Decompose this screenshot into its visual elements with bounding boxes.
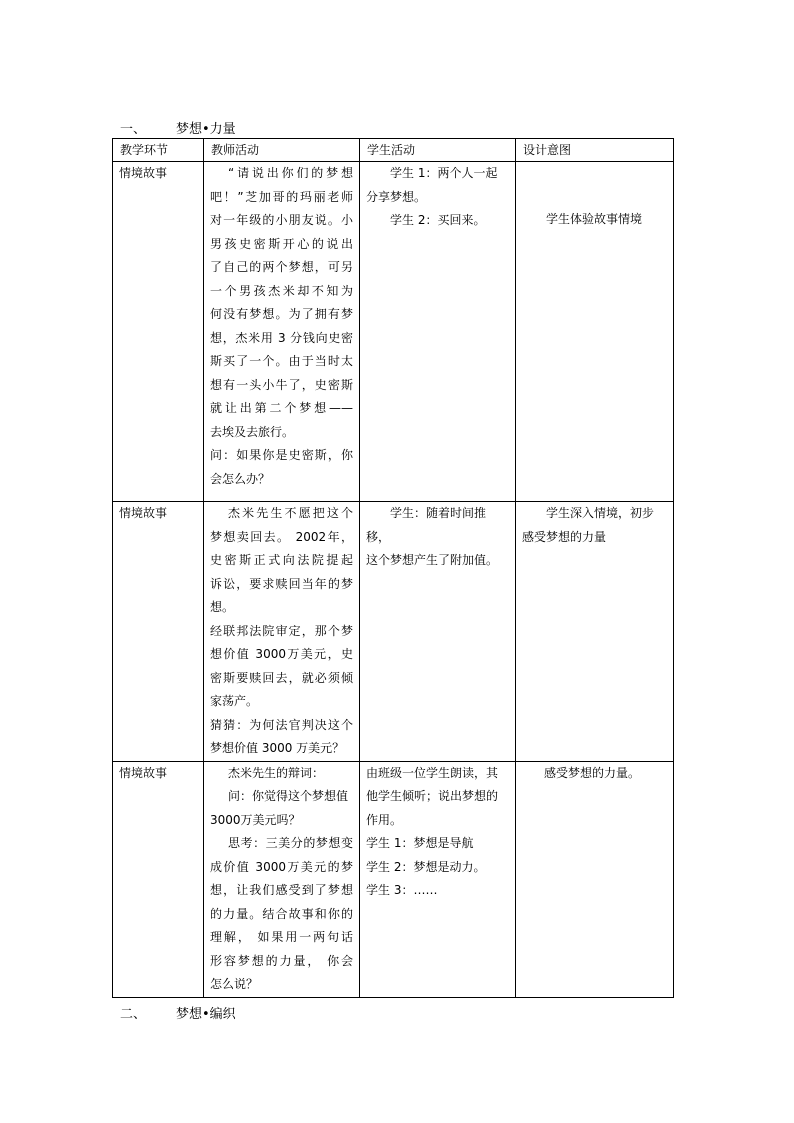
header-stage: 教学环节	[113, 139, 204, 162]
text-line: 思考：三美分的梦想变	[228, 836, 353, 850]
text-line: 由班级一位学生朗读，其	[366, 765, 499, 780]
lesson-plan-table	[112, 138, 674, 998]
text-line: 学生 1：梦想是导航	[366, 836, 474, 850]
text-line: 诉讼，要求赎回当年的梦	[210, 576, 353, 591]
text-line: 问：如果你是史密斯，你	[210, 448, 353, 462]
text-line: 感受梦想的力量。	[544, 765, 641, 780]
text-line: 猜猜：为何法官判决这个	[210, 717, 353, 732]
text-line: 理解， 如果用一两句话	[210, 930, 353, 944]
text-line: 这个梦想产生了附加值。	[366, 553, 499, 567]
text-line: 了自己的两个梦想，可另	[210, 260, 353, 274]
text-line: 3000万美元吗？	[210, 812, 301, 827]
table-row	[113, 162, 674, 502]
text-line: 学生深入情境，初步	[546, 506, 655, 520]
text-line: 学生体验故事情境	[546, 212, 643, 226]
teacher-activity-cell	[204, 761, 360, 997]
section-heading-1	[120, 118, 236, 137]
header-teacher-activity: 教师活动	[204, 139, 360, 162]
text-line: 怎么说？	[210, 977, 259, 991]
text-line: 学生 2：梦想是动力。	[366, 859, 486, 874]
student-activity-cell	[360, 761, 516, 997]
text-line: 学生 1：两个人一起	[390, 166, 498, 180]
text-line: 他学生倾听；说出梦想的	[366, 789, 499, 803]
text-line: 斯买了一个。由于当时太	[210, 354, 353, 368]
design-intent-cell	[516, 761, 674, 997]
text-line: 梦想价值 3000 万美元？	[210, 741, 345, 755]
text-line: 的力量。结合故事和你的	[210, 906, 353, 921]
text-line: 想，杰米用 3 分钱向史密	[210, 330, 353, 345]
text-line: 会怎么办？	[210, 471, 271, 486]
student-activity-cell	[360, 502, 516, 762]
stage-cell: 情境故事	[113, 162, 204, 502]
text-line: 经联邦法院审定，那个梦	[210, 623, 353, 638]
stage-cell: 情境故事	[113, 502, 204, 762]
header-design-intent: 设计意图	[516, 139, 674, 162]
text-line: 密斯要赎回去，就必须倾	[210, 670, 353, 685]
text-line: 一个男孩杰米却不知为	[210, 283, 353, 298]
section-heading-2	[120, 1003, 236, 1022]
header-student-activity: 学生活动	[360, 139, 516, 162]
text-line: “请说出你们的梦想	[228, 166, 353, 180]
text-line: 梦想卖回去。 2002年，	[210, 529, 353, 544]
text-line: 对一年级的小朋友说。小	[210, 213, 353, 227]
table-row	[113, 761, 674, 997]
text-line: 学生 3：……	[366, 883, 438, 897]
table-header-row	[113, 139, 674, 162]
text-line: 就让出第二个梦想——	[210, 401, 353, 415]
design-intent-cell	[516, 502, 674, 762]
design-intent-cell	[516, 162, 674, 502]
text-line: 分享梦想。	[366, 189, 427, 204]
text-line: 杰米先生不愿把这个	[228, 506, 353, 520]
text-line: 学生：随着时间推移，	[366, 506, 487, 544]
text-line: 吧！”芝加哥的玛丽老师	[210, 189, 353, 204]
text-line: 形容梦想的力量， 你会	[210, 953, 353, 968]
text-line: 想。	[210, 600, 235, 614]
text-line: 杰米先生的辩词：	[228, 765, 325, 780]
text-line: 问：你觉得这个梦想值	[228, 789, 349, 803]
teacher-activity-cell	[204, 162, 360, 502]
text-line: 想，让我们感受到了梦想	[210, 883, 353, 897]
student-activity-cell	[360, 162, 516, 502]
stage-cell: 情境故事	[113, 761, 204, 997]
section-number: 一、	[120, 122, 147, 137]
text-line: 家荡产。	[210, 694, 259, 708]
text-line: 想有一头小牛了，史密斯	[210, 377, 353, 392]
text-line: 感受梦想的力量	[522, 529, 607, 544]
text-line: 学生 2：买回来。	[390, 213, 486, 227]
text-line: 作用。	[366, 812, 403, 827]
text-line: 何没有梦想。为了拥有梦	[210, 307, 353, 321]
text-line: 想价值 3000万美元，史	[210, 647, 353, 661]
text-line: 去埃及去旅行。	[210, 424, 295, 439]
text-line: 成价值 3000万美元的梦	[210, 859, 353, 874]
text-line: 史密斯正式向法院提起	[210, 553, 353, 567]
section-title: 梦想•力量	[176, 122, 236, 137]
section-title: 梦想•编织	[176, 1007, 236, 1022]
section-number: 二、	[120, 1007, 147, 1022]
teacher-activity-cell	[204, 502, 360, 762]
text-line: 男孩史密斯开心的说出	[210, 236, 353, 251]
table-row	[113, 502, 674, 762]
